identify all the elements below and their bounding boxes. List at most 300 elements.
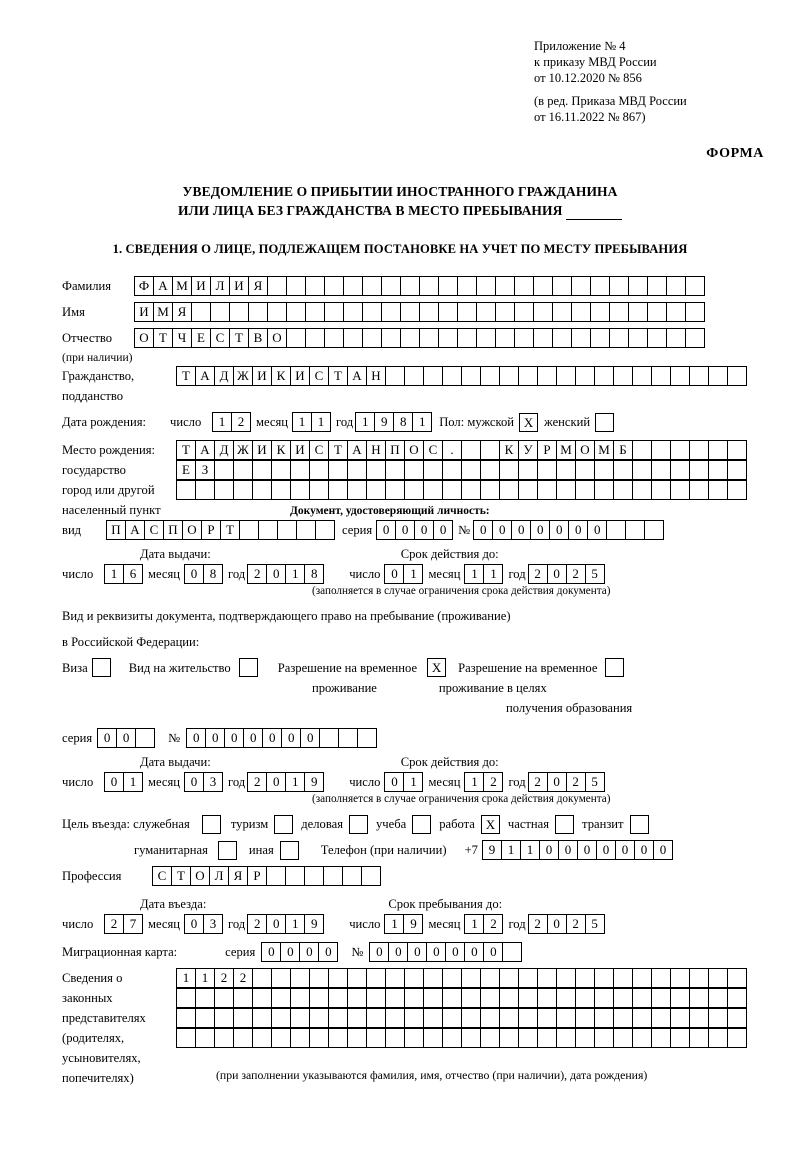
cell[interactable]: 3: [203, 914, 223, 934]
birth-month-cells[interactable]: [292, 412, 330, 432]
purpose-transit-checkbox[interactable]: [630, 815, 649, 834]
cell[interactable]: [457, 328, 477, 348]
cell[interactable]: [670, 460, 690, 480]
cell[interactable]: [252, 1028, 272, 1048]
cell[interactable]: [404, 1008, 424, 1028]
purpose-official-checkbox[interactable]: [202, 815, 221, 834]
cell[interactable]: Е: [191, 328, 211, 348]
cell[interactable]: А: [347, 366, 367, 386]
cell[interactable]: К: [271, 366, 291, 386]
legal-rep-row1-cells[interactable]: [176, 968, 746, 988]
cell[interactable]: [609, 276, 629, 296]
cell[interactable]: О: [575, 440, 595, 460]
cell[interactable]: [315, 520, 335, 540]
cell[interactable]: 0: [243, 728, 263, 748]
cell[interactable]: 0: [464, 942, 484, 962]
cell[interactable]: 7: [123, 914, 143, 934]
cell[interactable]: [518, 460, 538, 480]
cell[interactable]: [347, 480, 367, 500]
sex-male-checkbox[interactable]: Х: [519, 413, 538, 432]
cell[interactable]: [651, 1008, 671, 1028]
cell[interactable]: 0: [653, 840, 673, 860]
cell[interactable]: [271, 1008, 291, 1028]
cell[interactable]: 1: [285, 772, 305, 792]
cell[interactable]: [666, 302, 686, 322]
cell[interactable]: [214, 480, 234, 500]
cell[interactable]: И: [229, 276, 249, 296]
cell[interactable]: [442, 1008, 462, 1028]
cell[interactable]: 0: [547, 772, 567, 792]
cell[interactable]: 0: [299, 942, 319, 962]
doc-series-cells[interactable]: [376, 520, 452, 540]
cell[interactable]: 2: [247, 564, 267, 584]
cell[interactable]: [290, 968, 310, 988]
cell[interactable]: 0: [558, 840, 578, 860]
cell[interactable]: [252, 460, 272, 480]
cell[interactable]: [309, 968, 329, 988]
cell[interactable]: [480, 440, 500, 460]
cell[interactable]: 1: [176, 968, 196, 988]
cell[interactable]: [628, 302, 648, 322]
cell[interactable]: 1: [403, 564, 423, 584]
cell[interactable]: [647, 276, 667, 296]
cell[interactable]: [461, 988, 481, 1008]
cell[interactable]: 8: [393, 412, 413, 432]
purpose-humanitarian-checkbox[interactable]: [218, 841, 237, 860]
cell[interactable]: Д: [214, 440, 234, 460]
cell[interactable]: [347, 1028, 367, 1048]
cell[interactable]: 1: [104, 564, 124, 584]
cell[interactable]: [685, 276, 705, 296]
cell[interactable]: П: [385, 440, 405, 460]
cell[interactable]: [385, 480, 405, 500]
cell[interactable]: [476, 328, 496, 348]
permit-issue-year-cells[interactable]: [247, 772, 323, 792]
cell[interactable]: 0: [388, 942, 408, 962]
cell[interactable]: [594, 988, 614, 1008]
birth-day-cells[interactable]: [212, 412, 250, 432]
purpose-work-checkbox[interactable]: Х: [481, 815, 500, 834]
cell[interactable]: М: [556, 440, 576, 460]
cell[interactable]: Д: [214, 366, 234, 386]
cell[interactable]: [290, 988, 310, 1008]
cell[interactable]: С: [152, 866, 172, 886]
cell[interactable]: 0: [473, 520, 493, 540]
cell[interactable]: [248, 302, 268, 322]
card-series-cells[interactable]: [261, 942, 337, 962]
cell[interactable]: [385, 1008, 405, 1028]
cell[interactable]: [423, 460, 443, 480]
cell[interactable]: [480, 1008, 500, 1028]
cell[interactable]: Т: [176, 440, 196, 460]
cell[interactable]: [727, 1008, 747, 1028]
cell[interactable]: [324, 276, 344, 296]
cell[interactable]: С: [144, 520, 164, 540]
name-cells[interactable]: [134, 302, 704, 322]
cell[interactable]: [476, 302, 496, 322]
cell[interactable]: [357, 728, 377, 748]
cell[interactable]: [625, 520, 645, 540]
cell[interactable]: [366, 988, 386, 1008]
stay-month-cells[interactable]: [464, 914, 502, 934]
cell[interactable]: [708, 480, 728, 500]
cell[interactable]: Ч: [172, 328, 192, 348]
cell[interactable]: [727, 440, 747, 460]
cell[interactable]: [575, 988, 595, 1008]
cell[interactable]: 1: [384, 914, 404, 934]
cell[interactable]: [176, 1008, 196, 1028]
cell[interactable]: 2: [247, 914, 267, 934]
cell[interactable]: 2: [528, 772, 548, 792]
cell[interactable]: 0: [483, 942, 503, 962]
cell[interactable]: 0: [568, 520, 588, 540]
cell[interactable]: [442, 480, 462, 500]
cell[interactable]: [613, 1028, 633, 1048]
doc-valid-month-cells[interactable]: [464, 564, 502, 584]
doc-kind-cells[interactable]: [106, 520, 334, 540]
cell[interactable]: [328, 968, 348, 988]
cell[interactable]: [609, 328, 629, 348]
cell[interactable]: [210, 302, 230, 322]
birth-place-row2-cells[interactable]: [176, 460, 746, 480]
cell[interactable]: С: [309, 366, 329, 386]
cell[interactable]: [632, 1008, 652, 1028]
cell[interactable]: [400, 302, 420, 322]
cell[interactable]: [651, 968, 671, 988]
doc-valid-day-cells[interactable]: [384, 564, 422, 584]
cell[interactable]: О: [404, 440, 424, 460]
cell[interactable]: А: [195, 440, 215, 460]
cell[interactable]: [632, 988, 652, 1008]
cell[interactable]: [689, 460, 709, 480]
cell[interactable]: 0: [205, 728, 225, 748]
cell[interactable]: [632, 366, 652, 386]
cell[interactable]: [423, 1028, 443, 1048]
permit-number-cells[interactable]: [186, 728, 376, 748]
cell[interactable]: [708, 968, 728, 988]
cell[interactable]: [670, 366, 690, 386]
cell[interactable]: [552, 276, 572, 296]
legal-rep-row4-cells[interactable]: [176, 1028, 746, 1048]
cell[interactable]: [366, 1028, 386, 1048]
cell[interactable]: 0: [445, 942, 465, 962]
cell[interactable]: [651, 480, 671, 500]
cell[interactable]: 0: [530, 520, 550, 540]
cell[interactable]: [647, 302, 667, 322]
cell[interactable]: [575, 460, 595, 480]
cell[interactable]: [195, 480, 215, 500]
cell[interactable]: [442, 460, 462, 480]
cell[interactable]: [342, 866, 362, 886]
cell[interactable]: С: [210, 328, 230, 348]
cell[interactable]: [499, 988, 519, 1008]
cell[interactable]: [689, 1008, 709, 1028]
cell[interactable]: [290, 1008, 310, 1028]
cell[interactable]: [267, 276, 287, 296]
cell[interactable]: К: [499, 440, 519, 460]
cell[interactable]: [613, 988, 633, 1008]
cell[interactable]: У: [518, 440, 538, 460]
cell[interactable]: Л: [209, 866, 229, 886]
cell[interactable]: 1: [464, 914, 484, 934]
cell[interactable]: 0: [615, 840, 635, 860]
cell[interactable]: [277, 520, 297, 540]
cell[interactable]: [480, 968, 500, 988]
cell[interactable]: [533, 302, 553, 322]
cell[interactable]: [609, 302, 629, 322]
cell[interactable]: Ж: [233, 366, 253, 386]
permit-valid-day-cells[interactable]: [384, 772, 422, 792]
cell[interactable]: [689, 480, 709, 500]
cell[interactable]: 9: [304, 914, 324, 934]
cell[interactable]: [423, 480, 443, 500]
cell[interactable]: [727, 988, 747, 1008]
cell[interactable]: 0: [280, 942, 300, 962]
cell[interactable]: [233, 460, 253, 480]
cell[interactable]: 0: [577, 840, 597, 860]
cell[interactable]: [252, 480, 272, 500]
cell[interactable]: [233, 988, 253, 1008]
cell[interactable]: [305, 302, 325, 322]
cell[interactable]: [518, 968, 538, 988]
cell[interactable]: [362, 328, 382, 348]
cell[interactable]: 0: [116, 728, 136, 748]
cell[interactable]: [556, 1008, 576, 1028]
cell[interactable]: 0: [262, 728, 282, 748]
cell[interactable]: [533, 276, 553, 296]
cell[interactable]: [575, 1008, 595, 1028]
cell[interactable]: [518, 366, 538, 386]
cell[interactable]: [400, 276, 420, 296]
purpose-business-checkbox[interactable]: [349, 815, 368, 834]
cell[interactable]: 2: [104, 914, 124, 934]
cell[interactable]: [666, 276, 686, 296]
cell[interactable]: 5: [585, 564, 605, 584]
cell[interactable]: [651, 988, 671, 1008]
cell[interactable]: [480, 480, 500, 500]
cell[interactable]: [296, 520, 316, 540]
cell[interactable]: [423, 366, 443, 386]
cell[interactable]: 0: [549, 520, 569, 540]
cell[interactable]: [328, 1008, 348, 1028]
cell[interactable]: [575, 968, 595, 988]
cell[interactable]: [613, 1008, 633, 1028]
cell[interactable]: [461, 1008, 481, 1028]
cell[interactable]: [708, 440, 728, 460]
doc-issue-day-cells[interactable]: [104, 564, 142, 584]
cell[interactable]: [613, 480, 633, 500]
cell[interactable]: [381, 328, 401, 348]
cell[interactable]: [214, 460, 234, 480]
cell[interactable]: [556, 988, 576, 1008]
cell[interactable]: [309, 480, 329, 500]
cell[interactable]: [499, 1028, 519, 1048]
cell[interactable]: [480, 988, 500, 1008]
cell[interactable]: [689, 988, 709, 1008]
doc-number-cells[interactable]: [473, 520, 663, 540]
cell[interactable]: 6: [123, 564, 143, 584]
cell[interactable]: А: [347, 440, 367, 460]
cell[interactable]: М: [172, 276, 192, 296]
cell[interactable]: 2: [566, 564, 586, 584]
cell[interactable]: Е: [176, 460, 196, 480]
cell[interactable]: [271, 480, 291, 500]
temp-residence-checkbox[interactable]: Х: [427, 658, 446, 677]
cell[interactable]: И: [191, 276, 211, 296]
cell[interactable]: [252, 1008, 272, 1028]
cell[interactable]: [362, 276, 382, 296]
cell[interactable]: [518, 480, 538, 500]
residence-permit-checkbox[interactable]: [239, 658, 258, 677]
cell[interactable]: [727, 366, 747, 386]
cell[interactable]: Ф: [134, 276, 154, 296]
cell[interactable]: [651, 1028, 671, 1048]
cell[interactable]: [480, 1028, 500, 1048]
cell[interactable]: [338, 728, 358, 748]
cell[interactable]: Л: [210, 276, 230, 296]
cell[interactable]: [290, 1028, 310, 1048]
cell[interactable]: [480, 460, 500, 480]
cell[interactable]: [575, 1028, 595, 1048]
cell[interactable]: [309, 988, 329, 1008]
cell[interactable]: [495, 328, 515, 348]
legal-rep-row2-cells[interactable]: [176, 988, 746, 1008]
entry-year-cells[interactable]: [247, 914, 323, 934]
cell[interactable]: [271, 460, 291, 480]
cell[interactable]: [689, 366, 709, 386]
cell[interactable]: [571, 328, 591, 348]
cell[interactable]: [419, 328, 439, 348]
cell[interactable]: Т: [220, 520, 240, 540]
cell[interactable]: [537, 366, 557, 386]
cell[interactable]: [419, 276, 439, 296]
cell[interactable]: О: [190, 866, 210, 886]
cell[interactable]: [689, 440, 709, 460]
cell[interactable]: О: [182, 520, 202, 540]
cell[interactable]: 2: [566, 772, 586, 792]
cell[interactable]: [647, 328, 667, 348]
cell[interactable]: [423, 1008, 443, 1028]
cell[interactable]: 8: [203, 564, 223, 584]
cell[interactable]: 2: [566, 914, 586, 934]
cell[interactable]: 2: [247, 772, 267, 792]
cell[interactable]: [305, 328, 325, 348]
cell[interactable]: 0: [407, 942, 427, 962]
cell[interactable]: [404, 480, 424, 500]
cell[interactable]: 0: [414, 520, 434, 540]
cell[interactable]: Т: [171, 866, 191, 886]
cell[interactable]: 0: [539, 840, 559, 860]
cell[interactable]: [135, 728, 155, 748]
cell[interactable]: 0: [369, 942, 389, 962]
cell[interactable]: [480, 366, 500, 386]
cell[interactable]: 0: [300, 728, 320, 748]
cell[interactable]: [442, 1028, 462, 1048]
cell[interactable]: 9: [374, 412, 394, 432]
cell[interactable]: И: [252, 366, 272, 386]
cell[interactable]: [685, 302, 705, 322]
cell[interactable]: Р: [247, 866, 267, 886]
cell[interactable]: 2: [483, 914, 503, 934]
cell[interactable]: [366, 480, 386, 500]
phone-cells[interactable]: [482, 840, 672, 860]
cell[interactable]: [381, 302, 401, 322]
cell[interactable]: З: [195, 460, 215, 480]
cell[interactable]: 1: [355, 412, 375, 432]
cell[interactable]: [606, 520, 626, 540]
cell[interactable]: 0: [97, 728, 117, 748]
cell[interactable]: [476, 276, 496, 296]
cell[interactable]: [343, 302, 363, 322]
cell[interactable]: [514, 328, 534, 348]
permit-issue-day-cells[interactable]: [104, 772, 142, 792]
cell[interactable]: [267, 302, 287, 322]
cell[interactable]: 3: [203, 772, 223, 792]
cell[interactable]: 0: [266, 564, 286, 584]
cell[interactable]: [366, 968, 386, 988]
cell[interactable]: Н: [366, 366, 386, 386]
doc-issue-year-cells[interactable]: [247, 564, 323, 584]
cell[interactable]: 5: [585, 914, 605, 934]
cell[interactable]: [727, 1028, 747, 1048]
citizenship-cells[interactable]: [176, 366, 746, 386]
cell[interactable]: 9: [304, 772, 324, 792]
cell[interactable]: 1: [520, 840, 540, 860]
cell[interactable]: 0: [318, 942, 338, 962]
birth-place-row1-cells[interactable]: [176, 440, 746, 460]
cell[interactable]: 1: [285, 914, 305, 934]
purpose-other-checkbox[interactable]: [280, 841, 299, 860]
cell[interactable]: Р: [537, 440, 557, 460]
cell[interactable]: 0: [433, 520, 453, 540]
cell[interactable]: [366, 460, 386, 480]
cell[interactable]: [708, 988, 728, 1008]
cell[interactable]: [708, 1008, 728, 1028]
cell[interactable]: [499, 460, 519, 480]
cell[interactable]: [670, 1028, 690, 1048]
cell[interactable]: [442, 366, 462, 386]
cell[interactable]: [495, 302, 515, 322]
cell[interactable]: [590, 276, 610, 296]
cell[interactable]: [438, 276, 458, 296]
cell[interactable]: [461, 366, 481, 386]
cell[interactable]: 0: [596, 840, 616, 860]
profession-cells[interactable]: [152, 866, 380, 886]
cell[interactable]: [537, 480, 557, 500]
cell[interactable]: [214, 988, 234, 1008]
cell[interactable]: [271, 988, 291, 1008]
cell[interactable]: [571, 302, 591, 322]
cell[interactable]: [305, 276, 325, 296]
cell[interactable]: [590, 302, 610, 322]
patronymic-cells[interactable]: [134, 328, 704, 348]
cell[interactable]: А: [125, 520, 145, 540]
cell[interactable]: [670, 1008, 690, 1028]
cell[interactable]: 0: [281, 728, 301, 748]
cell[interactable]: 9: [403, 914, 423, 934]
cell[interactable]: [233, 480, 253, 500]
cell[interactable]: [404, 1028, 424, 1048]
cell[interactable]: [195, 1008, 215, 1028]
cell[interactable]: [499, 480, 519, 500]
cell[interactable]: [214, 1028, 234, 1048]
cell[interactable]: В: [248, 328, 268, 348]
cell[interactable]: [385, 968, 405, 988]
cell[interactable]: [575, 366, 595, 386]
cell[interactable]: [613, 460, 633, 480]
cell[interactable]: П: [163, 520, 183, 540]
cell[interactable]: [271, 968, 291, 988]
